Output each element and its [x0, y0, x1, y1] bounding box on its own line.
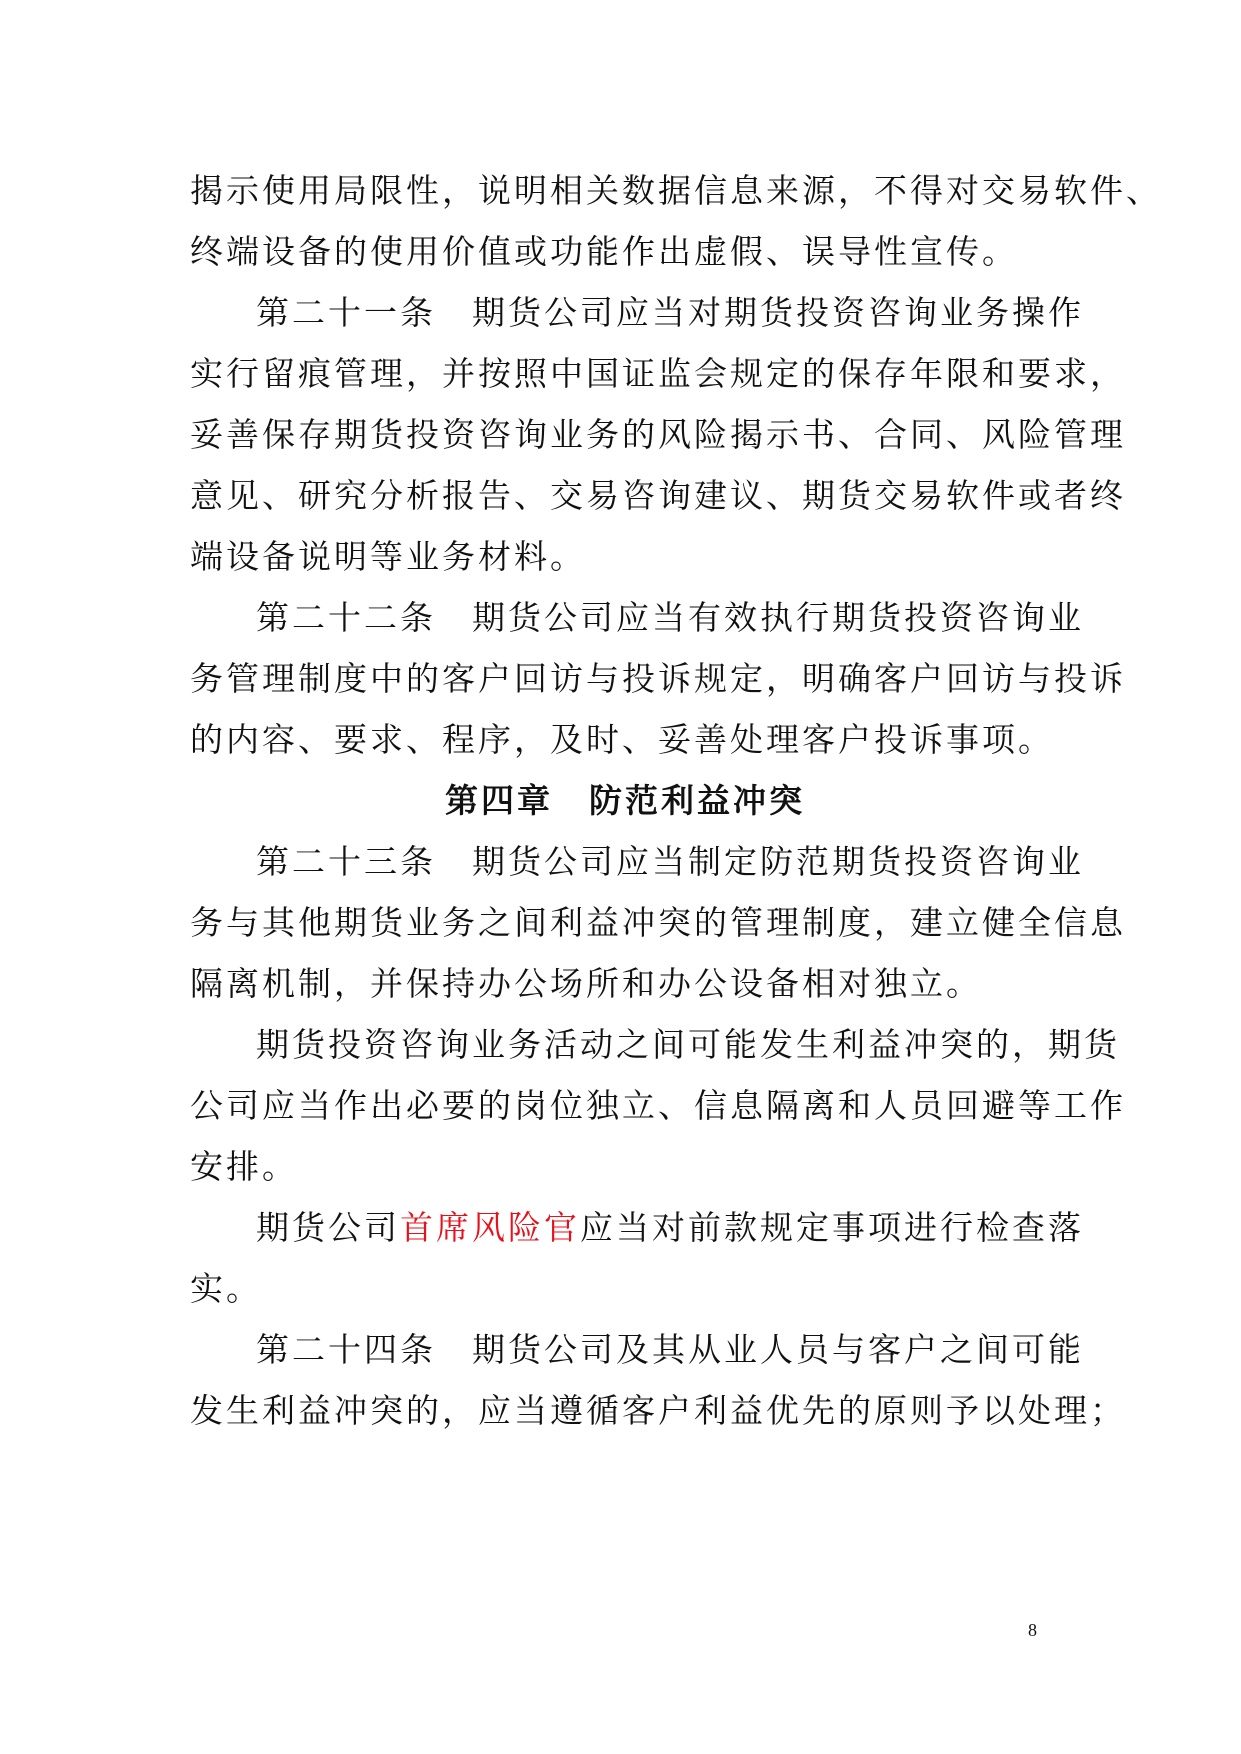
text-line: 公司应当作出必要的岗位独立、信息隔离和人员回避等工作: [190, 1086, 1126, 1125]
text-line: 实。: [190, 1269, 262, 1308]
article-21-line: 第二十一条 期货公司应当对期货投资咨询业务操作: [256, 293, 1084, 332]
text-line: 务与其他期货业务之间利益冲突的管理制度，建立健全信息: [190, 903, 1126, 942]
text-line: 的内容、要求、程序，及时、妥善处理客户投诉事项。: [190, 720, 1054, 759]
text-line: 安排。: [190, 1147, 298, 1186]
text-line: 期货投资咨询业务活动之间可能发生利益冲突的，期货: [256, 1025, 1120, 1064]
text-line: 实行留痕管理，并按照中国证监会规定的保存年限和要求，: [190, 354, 1126, 393]
text-line: 揭示使用局限性，说明相关数据信息来源，不得对交易软件、: [190, 171, 1162, 210]
text-line: 终端设备的使用价值或功能作出虚假、误导性宣传。: [190, 232, 1018, 271]
text-line: 发生利益冲突的，应当遵循客户利益优先的原则予以处理；: [190, 1391, 1126, 1430]
text-segment: 应当对前款规定事项进行检查落: [580, 1208, 1084, 1247]
text-segment: 期货公司: [256, 1208, 400, 1247]
highlighted-term: 首席风险官: [400, 1208, 580, 1247]
text-line: 妥善保存期货投资咨询业务的风险揭示书、合同、风险管理: [190, 415, 1126, 454]
article-23-line: 第二十三条 期货公司应当制定防范期货投资咨询业: [256, 842, 1084, 881]
page-number: 8: [1028, 1620, 1037, 1640]
text-line: 端设备说明等业务材料。: [190, 537, 586, 576]
text-line: 务管理制度中的客户回访与投诉规定，明确客户回访与投诉: [190, 659, 1126, 698]
document-body: [190, 160, 1162, 1441]
article-22-line: 第二十二条 期货公司应当有效执行期货投资咨询业: [256, 598, 1084, 637]
text-line-with-highlight: [190, 1197, 1084, 1258]
article-24-line: 第二十四条 期货公司及其从业人员与客户之间可能: [256, 1330, 1084, 1369]
chapter-heading: 第四章 防范利益冲突: [445, 781, 805, 820]
text-line: 意见、研究分析报告、交易咨询建议、期货交易软件或者终: [190, 476, 1126, 515]
text-line: 隔离机制，并保持办公场所和办公设备相对独立。: [190, 964, 982, 1003]
